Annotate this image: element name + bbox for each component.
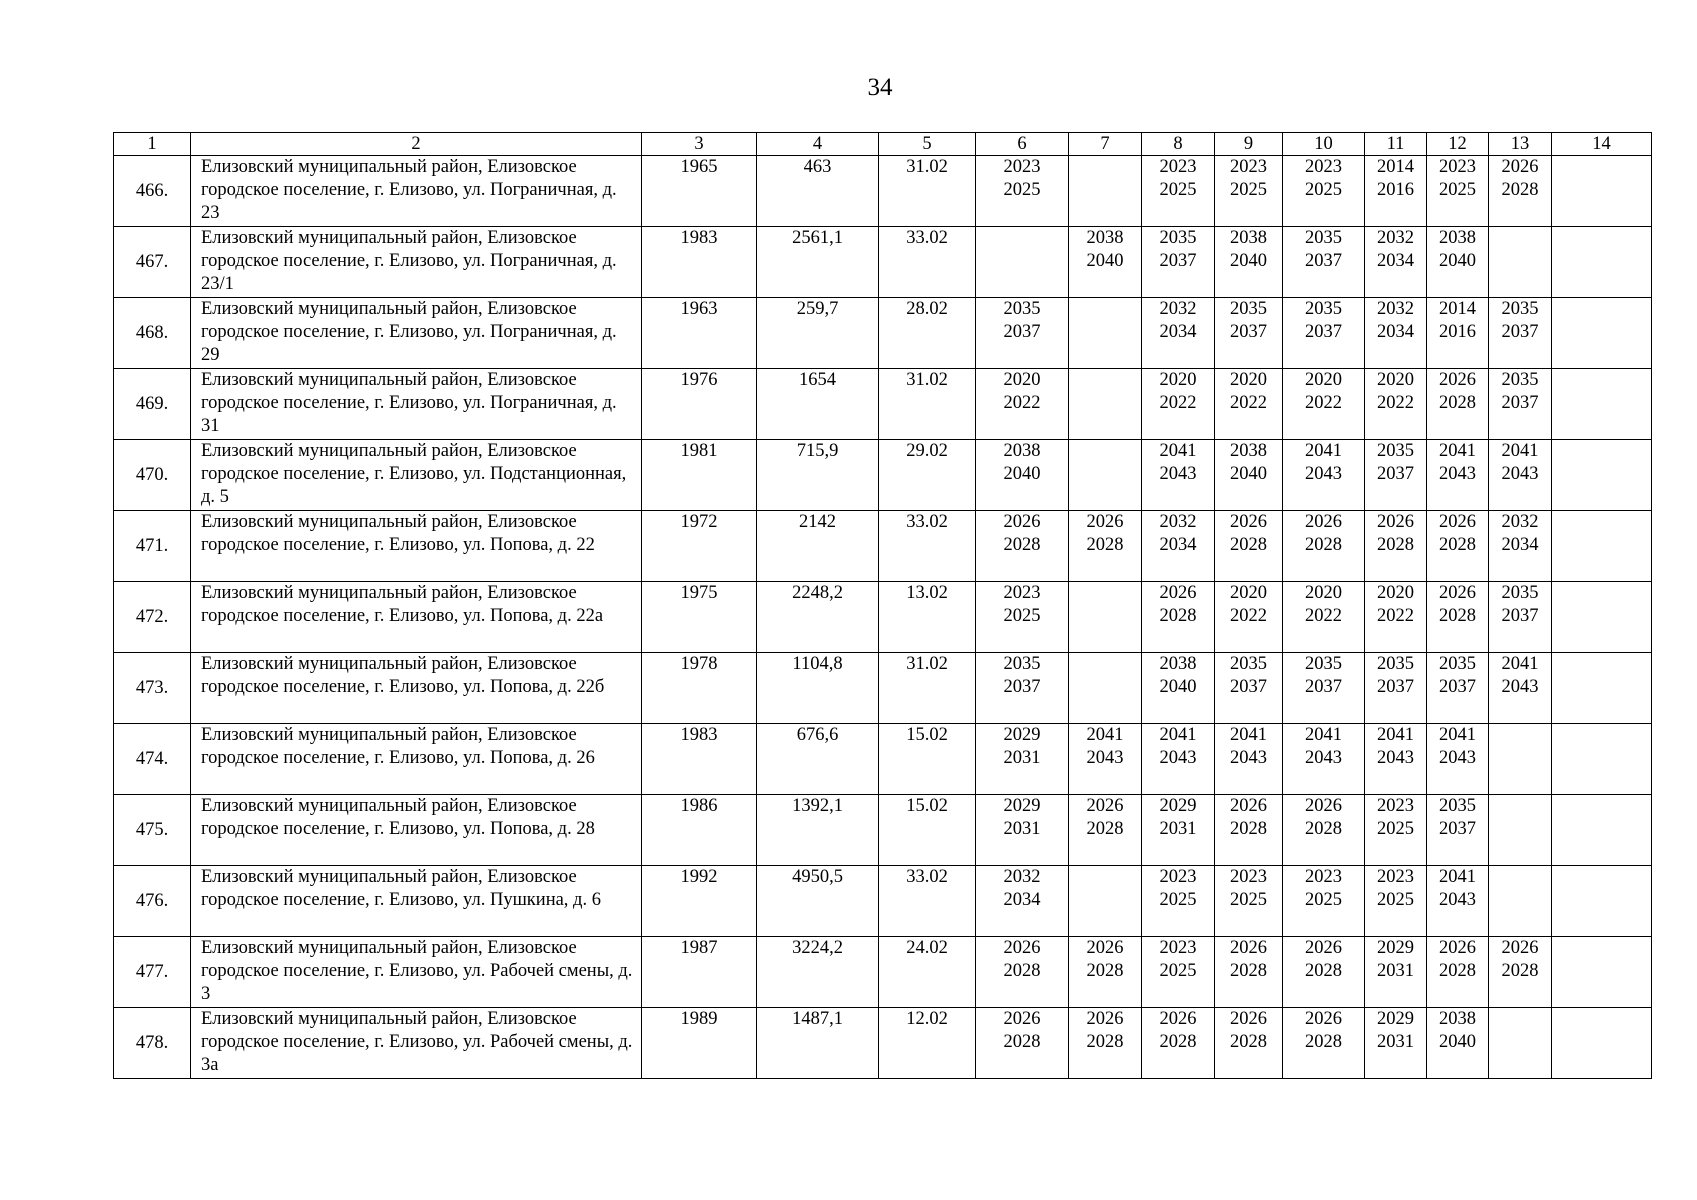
cell-c13	[1489, 866, 1552, 937]
cell-c12: 2035 2037	[1427, 795, 1489, 866]
cell-c8: 2023 2025	[1142, 156, 1215, 227]
cell-c14	[1552, 582, 1652, 653]
cell-c11: 2020 2022	[1365, 369, 1427, 440]
cell-c3: 1989	[642, 1008, 757, 1079]
cell-c5: 31.02	[879, 653, 976, 724]
row-number: 474.	[114, 724, 191, 795]
cell-c3: 1983	[642, 227, 757, 298]
column-header: 8	[1142, 133, 1215, 156]
cell-c11: 2014 2016	[1365, 156, 1427, 227]
column-header: 9	[1215, 133, 1283, 156]
cell-c3: 1981	[642, 440, 757, 511]
cell-c5: 28.02	[879, 298, 976, 369]
address-cell: Елизовский муниципальный район, Елизовское городское поселение, г. Елизово, ул. Попова, д. 22а	[191, 582, 642, 653]
cell-c13: 2026 2028	[1489, 937, 1552, 1008]
cell-c14	[1552, 724, 1652, 795]
cell-c10: 2023 2025	[1283, 866, 1365, 937]
column-header: 1	[114, 133, 191, 156]
cell-c10: 2026 2028	[1283, 937, 1365, 1008]
cell-c9: 2023 2025	[1215, 866, 1283, 937]
cell-c10: 2041 2043	[1283, 724, 1365, 795]
table-header-row	[114, 133, 1652, 156]
cell-c8: 2035 2037	[1142, 227, 1215, 298]
cell-c3: 1963	[642, 298, 757, 369]
cell-c14	[1552, 440, 1652, 511]
address-cell: Елизовский муниципальный район, Елизовское городское поселение, г. Елизово, ул. Пограничная, д. 29	[191, 298, 642, 369]
table-row	[114, 440, 1652, 511]
cell-c7	[1069, 440, 1142, 511]
cell-c6: 2023 2025	[976, 582, 1069, 653]
row-number: 478.	[114, 1008, 191, 1079]
table-row	[114, 724, 1652, 795]
cell-c9: 2023 2025	[1215, 156, 1283, 227]
table-row	[114, 1008, 1652, 1079]
cell-c9: 2035 2037	[1215, 653, 1283, 724]
table-row	[114, 227, 1652, 298]
cell-c12: 2035 2037	[1427, 653, 1489, 724]
cell-c3: 1978	[642, 653, 757, 724]
cell-c11: 2023 2025	[1365, 795, 1427, 866]
cell-c14	[1552, 156, 1652, 227]
address-cell: Елизовский муниципальный район, Елизовское городское поселение, г. Елизово, ул. Пограничная, д. 31	[191, 369, 642, 440]
cell-c10: 2020 2022	[1283, 369, 1365, 440]
row-number: 467.	[114, 227, 191, 298]
column-header: 2	[191, 133, 642, 156]
cell-c8: 2023 2025	[1142, 866, 1215, 937]
cell-c6: 2032 2034	[976, 866, 1069, 937]
cell-c12: 2026 2028	[1427, 511, 1489, 582]
cell-c14	[1552, 369, 1652, 440]
cell-c12: 2026 2028	[1427, 582, 1489, 653]
cell-c3: 1983	[642, 724, 757, 795]
cell-c6	[976, 227, 1069, 298]
cell-c14	[1552, 795, 1652, 866]
cell-c12: 2041 2043	[1427, 866, 1489, 937]
cell-c7	[1069, 653, 1142, 724]
cell-c12: 2026 2028	[1427, 937, 1489, 1008]
cell-c13: 2026 2028	[1489, 156, 1552, 227]
column-header: 3	[642, 133, 757, 156]
row-number: 475.	[114, 795, 191, 866]
cell-c8: 2038 2040	[1142, 653, 1215, 724]
cell-c8: 2041 2043	[1142, 440, 1215, 511]
cell-c10: 2035 2037	[1283, 653, 1365, 724]
cell-c6: 2026 2028	[976, 511, 1069, 582]
column-header: 7	[1069, 133, 1142, 156]
address-cell: Елизовский муниципальный район, Елизовское городское поселение, г. Елизово, ул. Попова, д. 28	[191, 795, 642, 866]
cell-c12: 2041 2043	[1427, 440, 1489, 511]
cell-c4: 259,7	[757, 298, 879, 369]
table-row	[114, 511, 1652, 582]
cell-c11: 2023 2025	[1365, 866, 1427, 937]
cell-c6: 2029 2031	[976, 795, 1069, 866]
cell-c8: 2041 2043	[1142, 724, 1215, 795]
row-number: 468.	[114, 298, 191, 369]
cell-c4: 2561,1	[757, 227, 879, 298]
cell-c6: 2026 2028	[976, 937, 1069, 1008]
row-number: 471.	[114, 511, 191, 582]
cell-c13	[1489, 795, 1552, 866]
cell-c10: 2020 2022	[1283, 582, 1365, 653]
cell-c5: 33.02	[879, 511, 976, 582]
cell-c12: 2038 2040	[1427, 227, 1489, 298]
cell-c8: 2026 2028	[1142, 1008, 1215, 1079]
address-cell: Елизовский муниципальный район, Елизовское городское поселение, г. Елизово, ул. Рабочей смены, д. 3а	[191, 1008, 642, 1079]
cell-c4: 2248,2	[757, 582, 879, 653]
row-number: 472.	[114, 582, 191, 653]
address-cell: Елизовский муниципальный район, Елизовское городское поселение, г. Елизово, ул. Попова, д. 26	[191, 724, 642, 795]
cell-c5: 15.02	[879, 724, 976, 795]
cell-c12: 2041 2043	[1427, 724, 1489, 795]
cell-c8: 2032 2034	[1142, 511, 1215, 582]
cell-c5: 31.02	[879, 369, 976, 440]
address-cell: Елизовский муниципальный район, Елизовское городское поселение, г. Елизово, ул. Пограничная, д. 23	[191, 156, 642, 227]
cell-c13: 2041 2043	[1489, 653, 1552, 724]
cell-c9: 2041 2043	[1215, 724, 1283, 795]
cell-c3: 1965	[642, 156, 757, 227]
cell-c4: 1654	[757, 369, 879, 440]
cell-c5: 29.02	[879, 440, 976, 511]
table-row	[114, 156, 1652, 227]
page-number: 34	[867, 74, 893, 101]
cell-c10: 2023 2025	[1283, 156, 1365, 227]
cell-c6: 2029 2031	[976, 724, 1069, 795]
cell-c14	[1552, 1008, 1652, 1079]
table-row	[114, 298, 1652, 369]
cell-c5: 12.02	[879, 1008, 976, 1079]
cell-c6: 2038 2040	[976, 440, 1069, 511]
cell-c3: 1975	[642, 582, 757, 653]
cell-c11: 2035 2037	[1365, 653, 1427, 724]
table-row	[114, 582, 1652, 653]
cell-c11: 2032 2034	[1365, 227, 1427, 298]
cell-c4: 715,9	[757, 440, 879, 511]
column-header: 5	[879, 133, 976, 156]
cell-c11: 2032 2034	[1365, 298, 1427, 369]
cell-c14	[1552, 866, 1652, 937]
cell-c8: 2026 2028	[1142, 582, 1215, 653]
cell-c5: 33.02	[879, 227, 976, 298]
address-cell: Елизовский муниципальный район, Елизовское городское поселение, г. Елизово, ул. Рабочей смены, д. 3	[191, 937, 642, 1008]
cell-c4: 1104,8	[757, 653, 879, 724]
cell-c5: 24.02	[879, 937, 976, 1008]
cell-c4: 3224,2	[757, 937, 879, 1008]
cell-c3: 1986	[642, 795, 757, 866]
column-header: 6	[976, 133, 1069, 156]
column-header: 12	[1427, 133, 1489, 156]
column-header: 10	[1283, 133, 1365, 156]
cell-c12: 2038 2040	[1427, 1008, 1489, 1079]
cell-c7	[1069, 582, 1142, 653]
cell-c11: 2020 2022	[1365, 582, 1427, 653]
table-row	[114, 653, 1652, 724]
cell-c10: 2035 2037	[1283, 227, 1365, 298]
cell-c10: 2026 2028	[1283, 795, 1365, 866]
cell-c9: 2020 2022	[1215, 582, 1283, 653]
cell-c4: 676,6	[757, 724, 879, 795]
cell-c6: 2020 2022	[976, 369, 1069, 440]
row-number: 469.	[114, 369, 191, 440]
cell-c5: 13.02	[879, 582, 976, 653]
cell-c13: 2035 2037	[1489, 298, 1552, 369]
cell-c6: 2035 2037	[976, 298, 1069, 369]
cell-c13	[1489, 227, 1552, 298]
cell-c9: 2026 2028	[1215, 1008, 1283, 1079]
cell-c3: 1972	[642, 511, 757, 582]
cell-c11: 2041 2043	[1365, 724, 1427, 795]
cell-c9: 2026 2028	[1215, 795, 1283, 866]
cell-c7: 2026 2028	[1069, 937, 1142, 1008]
cell-c8: 2032 2034	[1142, 298, 1215, 369]
cell-c13: 2035 2037	[1489, 369, 1552, 440]
cell-c9: 2038 2040	[1215, 440, 1283, 511]
cell-c5: 31.02	[879, 156, 976, 227]
column-header: 11	[1365, 133, 1427, 156]
table-row	[114, 937, 1652, 1008]
cell-c12: 2026 2028	[1427, 369, 1489, 440]
cell-c4: 1487,1	[757, 1008, 879, 1079]
cell-c14	[1552, 653, 1652, 724]
address-cell: Елизовский муниципальный район, Елизовское городское поселение, г. Елизово, ул. Попова, д. 22б	[191, 653, 642, 724]
cell-c13: 2041 2043	[1489, 440, 1552, 511]
row-number: 470.	[114, 440, 191, 511]
cell-c10: 2041 2043	[1283, 440, 1365, 511]
address-cell: Елизовский муниципальный район, Елизовское городское поселение, г. Елизово, ул. Попова, д. 22	[191, 511, 642, 582]
row-number: 476.	[114, 866, 191, 937]
column-header: 14	[1552, 133, 1652, 156]
cell-c9: 2026 2028	[1215, 511, 1283, 582]
cell-c5: 15.02	[879, 795, 976, 866]
address-cell: Елизовский муниципальный район, Елизовское городское поселение, г. Елизово, ул. Пушкина, д. 6	[191, 866, 642, 937]
cell-c3: 1992	[642, 866, 757, 937]
cell-c11: 2035 2037	[1365, 440, 1427, 511]
column-header: 4	[757, 133, 879, 156]
cell-c11: 2029 2031	[1365, 937, 1427, 1008]
cell-c8: 2023 2025	[1142, 937, 1215, 1008]
cell-c13	[1489, 724, 1552, 795]
row-number: 466.	[114, 156, 191, 227]
cell-c7: 2041 2043	[1069, 724, 1142, 795]
cell-c7	[1069, 156, 1142, 227]
column-header: 13	[1489, 133, 1552, 156]
cell-c14	[1552, 937, 1652, 1008]
cell-c9: 2038 2040	[1215, 227, 1283, 298]
row-number: 473.	[114, 653, 191, 724]
cell-c7	[1069, 369, 1142, 440]
cell-c10: 2026 2028	[1283, 511, 1365, 582]
cell-c4: 463	[757, 156, 879, 227]
cell-c3: 1976	[642, 369, 757, 440]
cell-c7: 2026 2028	[1069, 511, 1142, 582]
cell-c4: 2142	[757, 511, 879, 582]
address-cell: Елизовский муниципальный район, Елизовское городское поселение, г. Елизово, ул. Подстанционная, д. 5	[191, 440, 642, 511]
address-cell: Елизовский муниципальный район, Елизовское городское поселение, г. Елизово, ул. Пограничная, д. 23/1	[191, 227, 642, 298]
cell-c9: 2020 2022	[1215, 369, 1283, 440]
row-number: 477.	[114, 937, 191, 1008]
cell-c4: 4950,5	[757, 866, 879, 937]
cell-c13	[1489, 1008, 1552, 1079]
cell-c10: 2035 2037	[1283, 298, 1365, 369]
cell-c14	[1552, 227, 1652, 298]
cell-c8: 2020 2022	[1142, 369, 1215, 440]
cell-c7: 2026 2028	[1069, 795, 1142, 866]
cell-c12: 2014 2016	[1427, 298, 1489, 369]
cell-c9: 2026 2028	[1215, 937, 1283, 1008]
cell-c6: 2026 2028	[976, 1008, 1069, 1079]
cell-c3: 1987	[642, 937, 757, 1008]
cell-c6: 2035 2037	[976, 653, 1069, 724]
cell-c8: 2029 2031	[1142, 795, 1215, 866]
table-row	[114, 866, 1652, 937]
cell-c13: 2032 2034	[1489, 511, 1552, 582]
cell-c11: 2029 2031	[1365, 1008, 1427, 1079]
cell-c12: 2023 2025	[1427, 156, 1489, 227]
cell-c9: 2035 2037	[1215, 298, 1283, 369]
cell-c7: 2038 2040	[1069, 227, 1142, 298]
cell-c4: 1392,1	[757, 795, 879, 866]
cell-c13: 2035 2037	[1489, 582, 1552, 653]
cell-c6: 2023 2025	[976, 156, 1069, 227]
housing-table	[113, 132, 1652, 1079]
cell-c11: 2026 2028	[1365, 511, 1427, 582]
table-row	[114, 369, 1652, 440]
cell-c14	[1552, 511, 1652, 582]
cell-c7: 2026 2028	[1069, 1008, 1142, 1079]
cell-c7	[1069, 298, 1142, 369]
table-row	[114, 795, 1652, 866]
cell-c7	[1069, 866, 1142, 937]
cell-c14	[1552, 298, 1652, 369]
cell-c5: 33.02	[879, 866, 976, 937]
cell-c10: 2026 2028	[1283, 1008, 1365, 1079]
